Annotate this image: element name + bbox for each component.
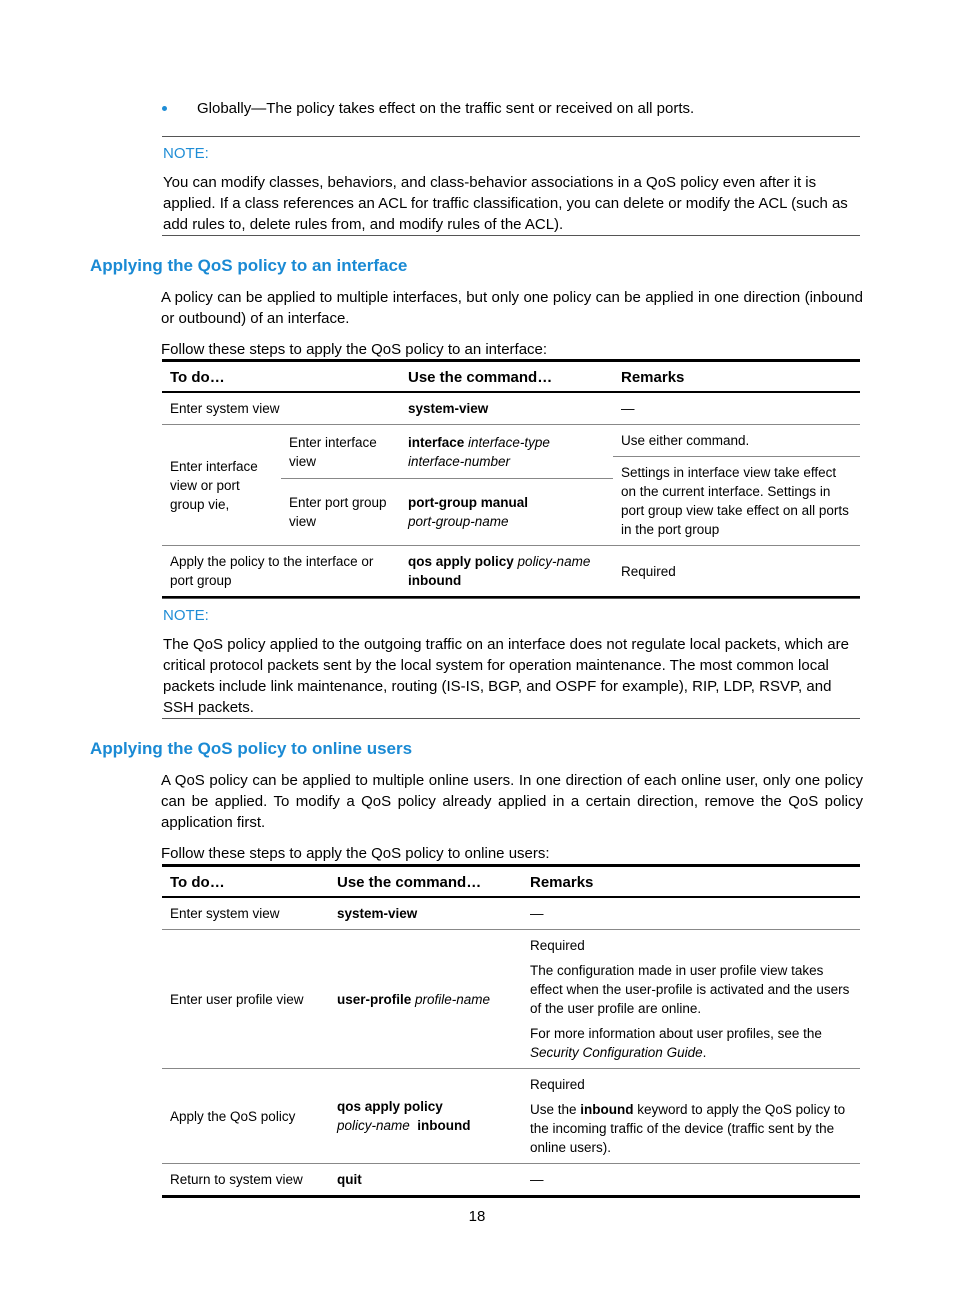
row-remarks	[522, 1069, 860, 1164]
command-argument: policy-name	[337, 1118, 410, 1133]
table-header-command: Use the command…	[408, 369, 553, 386]
row-command	[400, 425, 613, 479]
row-todo: Enter interface view or port group vie,	[162, 425, 281, 546]
command-argument: port-group-name	[408, 514, 509, 530]
remarks-line: Settings in interface view take effect on the current interface. Settings in port group view take effect on all ports in the port group	[621, 465, 849, 537]
note-label: NOTE:	[163, 145, 209, 162]
remarks-line: Use either command.	[613, 431, 860, 457]
command-argument: policy-name	[517, 554, 591, 569]
row-remarks	[522, 930, 860, 1069]
table-intro: Follow these steps to apply the QoS policy to online users:	[161, 845, 550, 862]
row-command: system-view	[408, 401, 489, 416]
row-subtask: Enter interface view	[281, 425, 400, 479]
command-keyword: user-profile	[337, 991, 412, 1007]
row-subtask: Enter port group view	[289, 495, 387, 530]
note-text: You can modify classes, behaviors, and class-behavior associations in a QoS policy even after it is applied. If a class references an ACL for traffic classification, you can delete or modify the ACL (such as add rules to, delete rules from, and modify rules of the ACL).	[163, 174, 848, 233]
online-users-steps-table	[162, 864, 860, 1198]
row-todo: Enter system view	[170, 906, 280, 921]
remarks-line: Required	[530, 938, 585, 953]
section-heading: Applying the QoS policy to online users	[90, 739, 413, 758]
command-keyword: qos apply policy	[337, 1099, 443, 1114]
row-todo: Return to system view	[170, 1172, 303, 1187]
table-row	[162, 1164, 860, 1197]
table-header-remarks: Remarks	[530, 874, 594, 891]
row-command	[329, 1069, 522, 1164]
command-keyword: port-group manual	[408, 495, 528, 511]
table-header-todo: To do…	[170, 874, 225, 891]
command-keyword: inbound	[408, 573, 462, 588]
section-paragraph: A policy can be applied to multiple interfaces, but only one policy can be applied in one direction (inbound or outbound) of an interface.	[161, 289, 863, 327]
note-box	[162, 598, 860, 719]
command-argument: profile-name	[415, 991, 491, 1007]
table-header-remarks: Remarks	[621, 369, 685, 386]
row-remarks: —	[530, 906, 544, 921]
row-command: system-view	[337, 906, 418, 921]
table-row	[162, 897, 860, 930]
note-box	[162, 136, 860, 236]
row-command	[400, 546, 613, 598]
keyword: inbound	[580, 1102, 634, 1117]
command-keyword: interface	[408, 434, 465, 450]
table-row	[162, 930, 860, 1069]
interface-steps-table	[162, 359, 860, 599]
note-text: The QoS policy applied to the outgoing traffic on an interface does not regulate local packets, which are critical protocol packets sent by the local system for operation maintenance. The most common local packets include link maintenance, routing (IS-IS, BGP, and OSPF for example), RIP, LDP, RSVP, and SSH packets.	[163, 636, 849, 716]
page-number: 18	[468, 1208, 486, 1225]
row-remarks: Required	[621, 563, 676, 579]
remarks-line: Required	[530, 1077, 585, 1092]
note-label: NOTE:	[163, 607, 209, 624]
guide-reference: Security Configuration Guide	[530, 1045, 703, 1060]
row-remarks	[613, 425, 860, 546]
table-row	[162, 425, 860, 479]
remarks-line: Use the inbound keyword to apply the QoS policy to the incoming traffic of the device (traffic sent by the online users).	[530, 1102, 846, 1155]
row-command: quit	[337, 1172, 362, 1187]
row-command	[400, 479, 613, 546]
remarks-line: The configuration made in user profile view takes effect when the user-profile is activated and the users of the user profile are online.	[530, 963, 850, 1016]
table-header-todo: To do…	[170, 369, 225, 386]
row-todo: Apply the QoS policy	[170, 1108, 296, 1124]
bullet-icon	[162, 106, 167, 111]
section-paragraph: A QoS policy can be applied to multiple online users. In one direction of each online user, only one policy can be applied. To modify a QoS policy already applied in a certain direction, remove the QoS policy application first.	[161, 772, 863, 831]
table-row	[162, 392, 860, 425]
command-argument: interface-type interface-number	[408, 434, 550, 469]
command-keyword: qos apply policy	[408, 554, 514, 569]
command-keyword: inbound	[417, 1118, 471, 1133]
row-remarks: —	[530, 1172, 544, 1187]
bullet-text: Globally—The policy takes effect on the traffic sent or received on all ports.	[197, 100, 695, 117]
row-todo: Apply the policy to the interface or port group	[170, 554, 374, 588]
section-heading: Applying the QoS policy to an interface	[90, 256, 408, 275]
row-todo: Enter system view	[170, 401, 280, 416]
table-row	[162, 546, 860, 598]
remarks-line: For more information about user profiles, see the Security Configuration Guide.	[530, 1026, 822, 1060]
table-row	[162, 1069, 860, 1164]
row-command	[329, 930, 522, 1069]
row-remarks: —	[621, 401, 635, 416]
row-todo: Enter user profile view	[170, 991, 304, 1007]
table-intro: Follow these steps to apply the QoS policy to an interface:	[161, 341, 548, 358]
table-header-command: Use the command…	[337, 874, 482, 891]
